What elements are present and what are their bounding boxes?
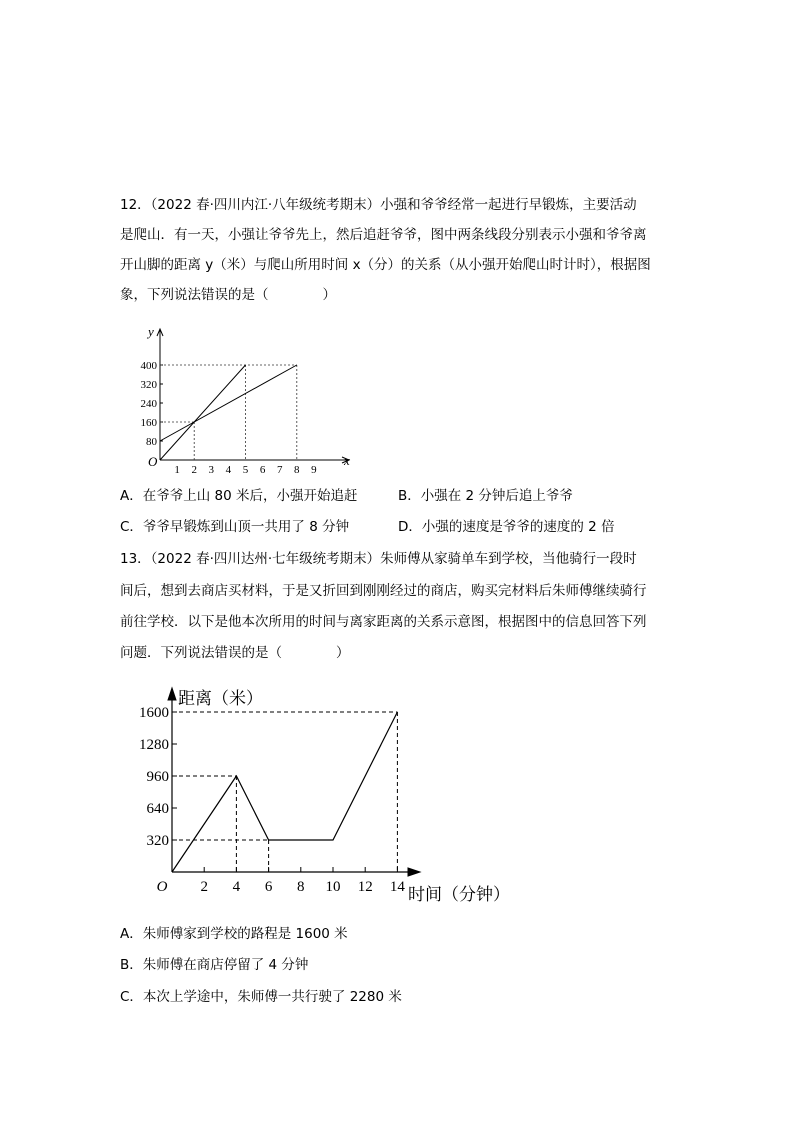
x-tick-label: 10 xyxy=(325,879,341,895)
q12-option-b[interactable]: B．小强在 2 分钟后追上爷爷 xyxy=(398,488,573,504)
chart-commute xyxy=(128,680,518,910)
y-tick-label: 1280 xyxy=(139,737,169,753)
q12-option-a[interactable]: A．在爷爷上山 80 米后，小强开始追赶 xyxy=(120,488,358,504)
series-line-2 xyxy=(160,365,297,441)
y-tick-label: 400 xyxy=(140,360,157,372)
q13-line-1: 13．（2022 春·四川达州·七年级统考期末）朱师傅从家骑单车到学校，当他骑行一段时 xyxy=(120,551,637,567)
q13-option-c[interactable]: C．本次上学途中，朱师傅一共行驶了 2280 米 xyxy=(120,989,402,1005)
y-tick-label: 960 xyxy=(146,769,169,785)
y-tick-label: 640 xyxy=(146,801,169,817)
x-tick-label: 2 xyxy=(200,879,208,895)
q13-option-b[interactable]: B．朱师傅在商店停留了 4 分钟 xyxy=(120,957,309,973)
q13-line-3: 前往学校．以下是他本次所用的时间与离家距离的关系示意图，根据图中的信息回答下列 xyxy=(120,614,647,630)
q13-line-2: 间后，想到去商店买材料，于是又折回到刚刚经过的商店，购买完材料后朱师傅继续骑行 xyxy=(120,583,647,599)
x-axis-label: 时间（分钟） xyxy=(408,885,510,904)
series-line-1 xyxy=(160,365,246,460)
series-line-commute xyxy=(172,712,397,872)
y-tick-label: 320 xyxy=(140,379,157,391)
q13-option-a[interactable]: A．朱师傅家到学校的路程是 1600 米 xyxy=(120,926,348,942)
x-tick-label: 1 xyxy=(174,464,180,473)
x-tick-label: 8 xyxy=(294,464,300,473)
origin-label: O xyxy=(156,879,168,895)
x-tick-label: 7 xyxy=(276,464,283,473)
x-axis-label: x xyxy=(344,453,350,468)
x-tick-label: 5 xyxy=(242,464,249,473)
y-tick-label: 160 xyxy=(140,417,157,429)
x-tick-label: 6 xyxy=(259,464,266,473)
q12-option-c[interactable]: C．爷爷早锻炼到山顶一共用了 8 分钟 xyxy=(120,519,350,535)
origin-label: O xyxy=(148,454,158,469)
x-tick-label: 4 xyxy=(232,879,241,895)
x-tick-label: 14 xyxy=(389,879,405,895)
x-axis-arrow xyxy=(408,868,420,876)
q12-line-3: 开山脚的距离 y（米）与爬山所用时间 x（分）的关系（从小强开始爬山时计时），根据图 xyxy=(120,257,651,273)
x-tick-label: 9 xyxy=(311,464,317,473)
y-axis-arrow xyxy=(168,688,176,700)
q13-line-4: 问题．下列说法错误的是（ ） xyxy=(120,645,350,661)
x-tick-label: 12 xyxy=(357,879,373,895)
y-tick-label: 240 xyxy=(140,398,157,410)
q12-line-4: 象，下列说法错误的是（ ） xyxy=(120,287,336,303)
q12-line-1: 12．（2022 春·四川内江·八年级统考期末）小强和爷爷经常一起进行早锻炼，主要活动 xyxy=(120,197,637,213)
x-tick-label: 8 xyxy=(297,879,305,895)
x-tick-label: 4 xyxy=(225,464,232,473)
y-tick-label: 1600 xyxy=(139,705,169,721)
x-tick-label: 6 xyxy=(264,879,273,895)
y-tick-label: 80 xyxy=(146,436,157,448)
q12-line-2: 是爬山．有一天，小强让爷爷先上，然后追赶爷爷，图中两条线段分别表示小强和爷爷离 xyxy=(120,227,647,243)
y-axis-label: y xyxy=(148,324,154,339)
y-axis-label: 距离（米） xyxy=(178,689,263,708)
chart-climbing xyxy=(128,318,368,473)
y-tick-label: 320 xyxy=(146,833,169,849)
q12-option-d[interactable]: D．小强的速度是爷爷的速度的 2 倍 xyxy=(398,519,615,535)
x-tick-label: 3 xyxy=(208,464,215,473)
x-tick-label: 2 xyxy=(191,464,197,473)
